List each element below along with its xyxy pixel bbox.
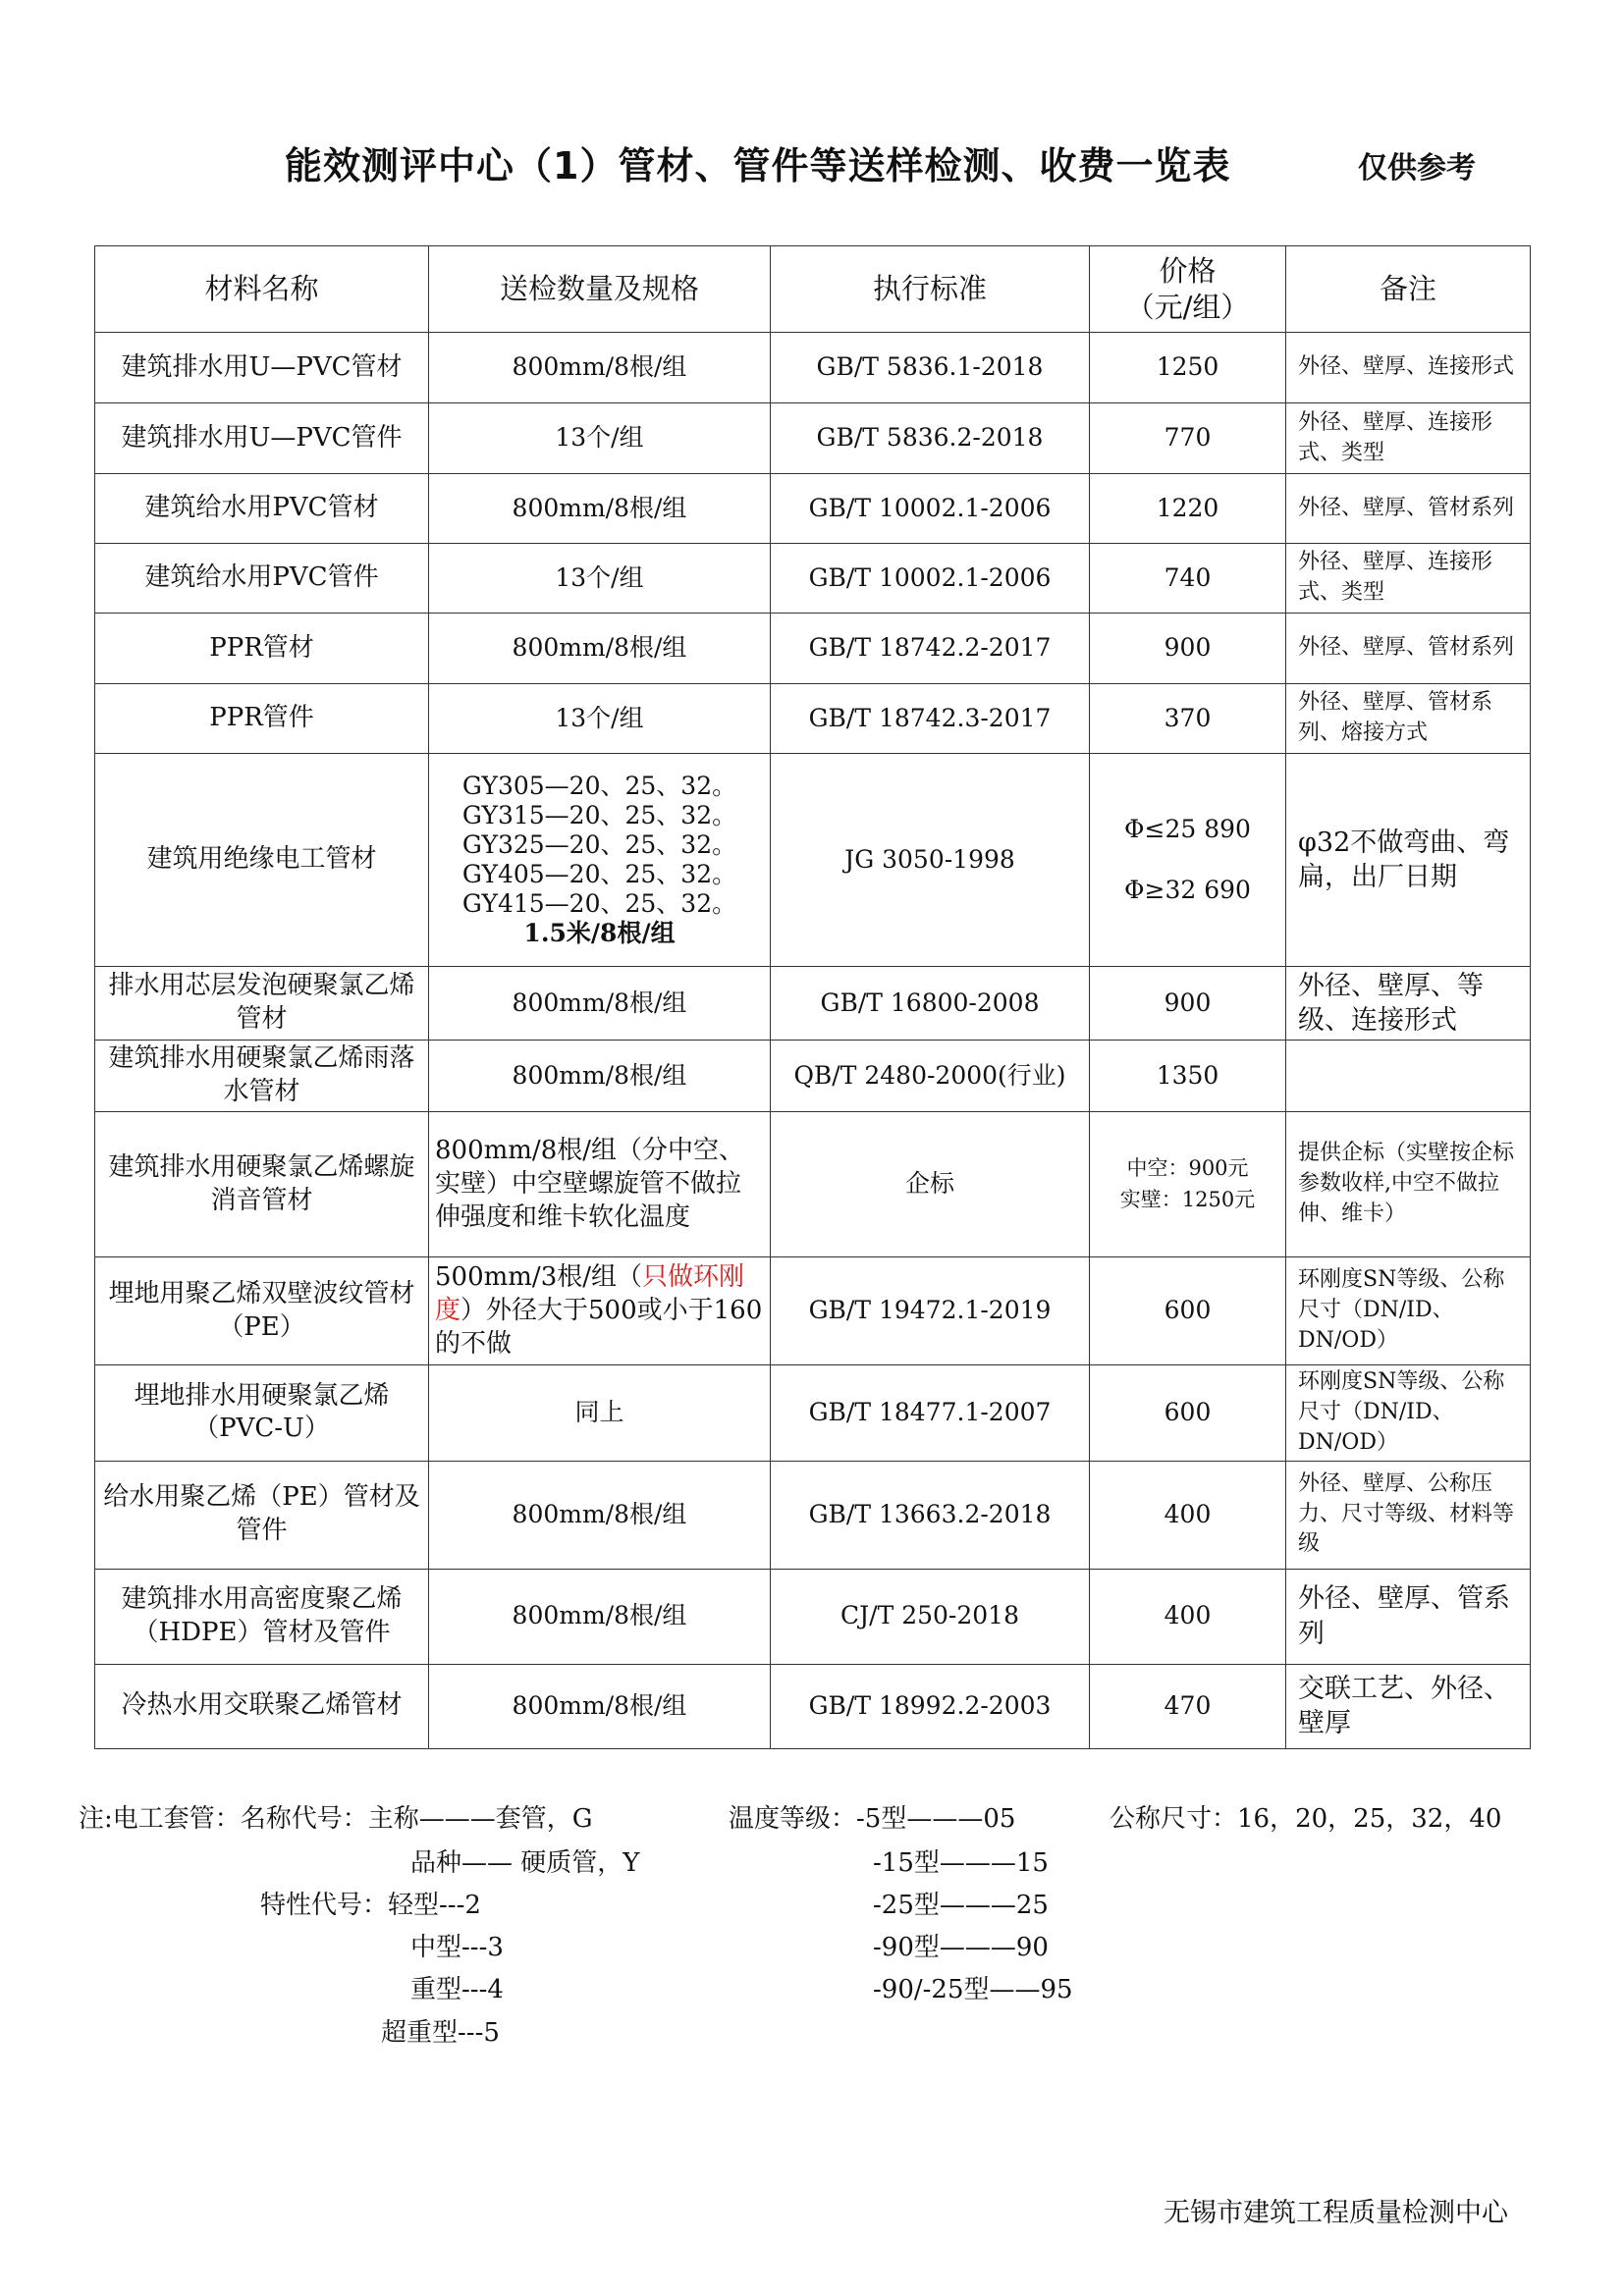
- cell-name: 埋地排水用硬聚氯乙烯（PVC-U）: [95, 1365, 429, 1461]
- price-table: [94, 245, 1531, 1749]
- header-spec: 送检数量及规格: [429, 246, 771, 333]
- temp-grade-line: -90/-25型——95: [873, 1975, 1073, 2004]
- cell-name: 建筑排水用硬聚氯乙烯螺旋消音管材: [95, 1112, 429, 1257]
- page-title: 能效测评中心（1）管材、管件等送样检测、收费一览表: [285, 144, 1231, 187]
- table-row: [95, 1112, 1531, 1257]
- spec-line: GY405—20、25、32。: [461, 860, 737, 888]
- header-standard: 执行标准: [771, 246, 1090, 333]
- cell-price: 600: [1090, 1365, 1286, 1461]
- table-row: [95, 1569, 1531, 1664]
- cell-spec: 800mm/8根/组: [429, 614, 771, 684]
- cell-note: 外径、壁厚、管材系列: [1286, 474, 1531, 544]
- cell-name: 建筑给水用PVC管件: [95, 544, 429, 614]
- price-line: Φ≤25 890: [1124, 814, 1251, 843]
- cell-standard: GB/T 19472.1-2019: [771, 1257, 1090, 1365]
- temp-grade-line: -90型———90: [873, 1933, 1049, 1962]
- header-name: 材料名称: [95, 246, 429, 333]
- cell-standard: GB/T 18742.2-2017: [771, 614, 1090, 684]
- table-row: [95, 1041, 1531, 1112]
- cell-spec: 800mm/8根/组（分中空、实壁）中空壁螺旋管不做拉伸强度和维卡软化温度: [429, 1112, 771, 1257]
- cell-standard: JG 3050-1998: [771, 754, 1090, 967]
- cell-price: 900: [1090, 967, 1286, 1041]
- spec-quantity: 1.5米/8根/组: [523, 919, 676, 947]
- table-row: [95, 333, 1531, 403]
- cell-name: 埋地用聚乙烯双壁波纹管材（PE）: [95, 1257, 429, 1365]
- table-row: [95, 1257, 1531, 1365]
- cell-standard: CJ/T 250-2018: [771, 1569, 1090, 1664]
- price-line: 中空：900元: [1126, 1156, 1249, 1181]
- cell-note: φ32不做弯曲、弯扁，出厂日期: [1286, 754, 1531, 967]
- header-price: 价格 （元/组）: [1090, 246, 1286, 333]
- cell-price: 400: [1090, 1569, 1286, 1664]
- cell-price: 370: [1090, 684, 1286, 754]
- cell-spec: 500mm/3根/组（只做环刚度）外径大于500或小于160的不做: [429, 1257, 771, 1365]
- spec-line: GY305—20、25、32。: [461, 772, 737, 800]
- cell-note: 外径、壁厚、公称压力、尺寸等级、材料等级: [1286, 1461, 1531, 1569]
- table-row: [95, 684, 1531, 754]
- cell-price: [1090, 1112, 1286, 1257]
- cell-name: 建筑排水用U—PVC管材: [95, 333, 429, 403]
- table-row: [95, 614, 1531, 684]
- cell-name: PPR管件: [95, 684, 429, 754]
- cell-spec: 800mm/8根/组: [429, 333, 771, 403]
- cell-price: 470: [1090, 1664, 1286, 1748]
- cell-note: 环刚度SN等级、公称尺寸（DN/ID、DN/OD）: [1286, 1257, 1531, 1365]
- cell-price: 900: [1090, 614, 1286, 684]
- cell-standard: GB/T 16800-2008: [771, 967, 1090, 1041]
- cell-name: 排水用芯层发泡硬聚氯乙烯管材: [95, 967, 429, 1041]
- cell-name: 建筑排水用硬聚氯乙烯雨落水管材: [95, 1041, 429, 1112]
- note-line: 品种—— 硬质管，Y: [410, 1848, 640, 1878]
- cell-note: 外径、壁厚、连接形式: [1286, 333, 1531, 403]
- cell-standard: GB/T 13663.2-2018: [771, 1461, 1090, 1569]
- cell-standard: GB/T 18477.1-2007: [771, 1365, 1090, 1461]
- cell-spec: 800mm/8根/组: [429, 967, 771, 1041]
- note-line: 重型---4: [410, 1975, 504, 2004]
- cell-price: 740: [1090, 544, 1286, 614]
- table-row: [95, 1365, 1531, 1461]
- table-row: [95, 544, 1531, 614]
- cell-note: 提供企标（实壁按企标参数收样,中空不做拉伸、维卡）: [1286, 1112, 1531, 1257]
- price-line: Φ≥32 690: [1124, 876, 1251, 904]
- spec-line: GY325—20、25、32。: [461, 830, 737, 859]
- cell-standard: 企标: [771, 1112, 1090, 1257]
- note-line: 特性代号：轻型---2: [260, 1891, 481, 1920]
- cell-spec: 同上: [429, 1365, 771, 1461]
- cell-price: 1220: [1090, 474, 1286, 544]
- cell-standard: GB/T 10002.1-2006: [771, 544, 1090, 614]
- price-line: 实壁：1250元: [1119, 1187, 1256, 1211]
- cell-name: 建筑用绝缘电工管材: [95, 754, 429, 967]
- cell-price: 600: [1090, 1257, 1286, 1365]
- cell-spec: 800mm/8根/组: [429, 474, 771, 544]
- temp-grade-line: -25型———25: [873, 1891, 1049, 1920]
- cell-standard: GB/T 18992.2-2003: [771, 1664, 1090, 1748]
- cell-price: 770: [1090, 403, 1286, 474]
- cell-spec: 800mm/8根/组: [429, 1569, 771, 1664]
- cell-note: 外径、壁厚、管系列: [1286, 1569, 1531, 1664]
- cell-spec: 13个/组: [429, 544, 771, 614]
- table-row: [95, 403, 1531, 474]
- organization-footer: 无锡市建筑工程质量检测中心: [1164, 2198, 1508, 2228]
- cell-price: [1090, 754, 1286, 967]
- cell-spec: 800mm/8根/组: [429, 1664, 771, 1748]
- note-line: 中型---3: [410, 1933, 504, 1962]
- cell-standard: GB/T 18742.3-2017: [771, 684, 1090, 754]
- cell-spec: 13个/组: [429, 684, 771, 754]
- note-line: 超重型---5: [381, 2018, 500, 2048]
- cell-name: 建筑排水用U—PVC管件: [95, 403, 429, 474]
- cell-name: 冷热水用交联聚乙烯管材: [95, 1664, 429, 1748]
- cell-name: 给水用聚乙烯（PE）管材及管件: [95, 1461, 429, 1569]
- reference-label: 仅供参考: [1358, 151, 1476, 186]
- table-header-row: [95, 246, 1531, 333]
- cell-note: 环刚度SN等级、公称尺寸（DN/ID、DN/OD）: [1286, 1365, 1531, 1461]
- cell-note: 外径、壁厚、管材系列: [1286, 614, 1531, 684]
- cell-price: 1350: [1090, 1041, 1286, 1112]
- table-row: [95, 1461, 1531, 1569]
- cell-price: 1250: [1090, 333, 1286, 403]
- size-line: 公称尺寸：16，20，25，32，40: [1110, 1804, 1502, 1834]
- cell-spec: 800mm/8根/组: [429, 1461, 771, 1569]
- header-note: 备注: [1286, 246, 1531, 333]
- cell-note: 外径、壁厚、连接形式、类型: [1286, 403, 1531, 474]
- cell-standard: GB/T 5836.2-2018: [771, 403, 1090, 474]
- note-line: 注:电工套管：名称代号：主称———套管，G: [79, 1804, 593, 1834]
- table-row: [95, 1664, 1531, 1748]
- spec-line: GY415—20、25、32。: [461, 889, 737, 918]
- table-row: [95, 474, 1531, 544]
- cell-price: 400: [1090, 1461, 1286, 1569]
- cell-note: 外径、壁厚、管材系列、熔接方式: [1286, 684, 1531, 754]
- cell-name: 建筑排水用高密度聚乙烯（HDPE）管材及管件: [95, 1569, 429, 1664]
- table-row: [95, 754, 1531, 967]
- cell-spec: [429, 754, 771, 967]
- temp-grade-line: 温度等级：-5型———05: [729, 1804, 1016, 1834]
- cell-standard: GB/T 10002.1-2006: [771, 474, 1090, 544]
- table-row: [95, 967, 1531, 1041]
- cell-name: PPR管材: [95, 614, 429, 684]
- cell-standard: GB/T 5836.1-2018: [771, 333, 1090, 403]
- cell-name: 建筑给水用PVC管材: [95, 474, 429, 544]
- cell-note: [1286, 1041, 1531, 1112]
- cell-note: 外径、壁厚、连接形式、类型: [1286, 544, 1531, 614]
- cell-note: 交联工艺、外径、壁厚: [1286, 1664, 1531, 1748]
- cell-note: 外径、壁厚、等级、连接形式: [1286, 967, 1531, 1041]
- temp-grade-line: -15型———15: [873, 1848, 1049, 1878]
- cell-spec: 13个/组: [429, 403, 771, 474]
- spec-line: GY315—20、25、32。: [461, 801, 737, 829]
- cell-standard: QB/T 2480-2000(行业): [771, 1041, 1090, 1112]
- red-highlight-text: 只做环刚度: [435, 1261, 745, 1325]
- cell-spec: 800mm/8根/组: [429, 1041, 771, 1112]
